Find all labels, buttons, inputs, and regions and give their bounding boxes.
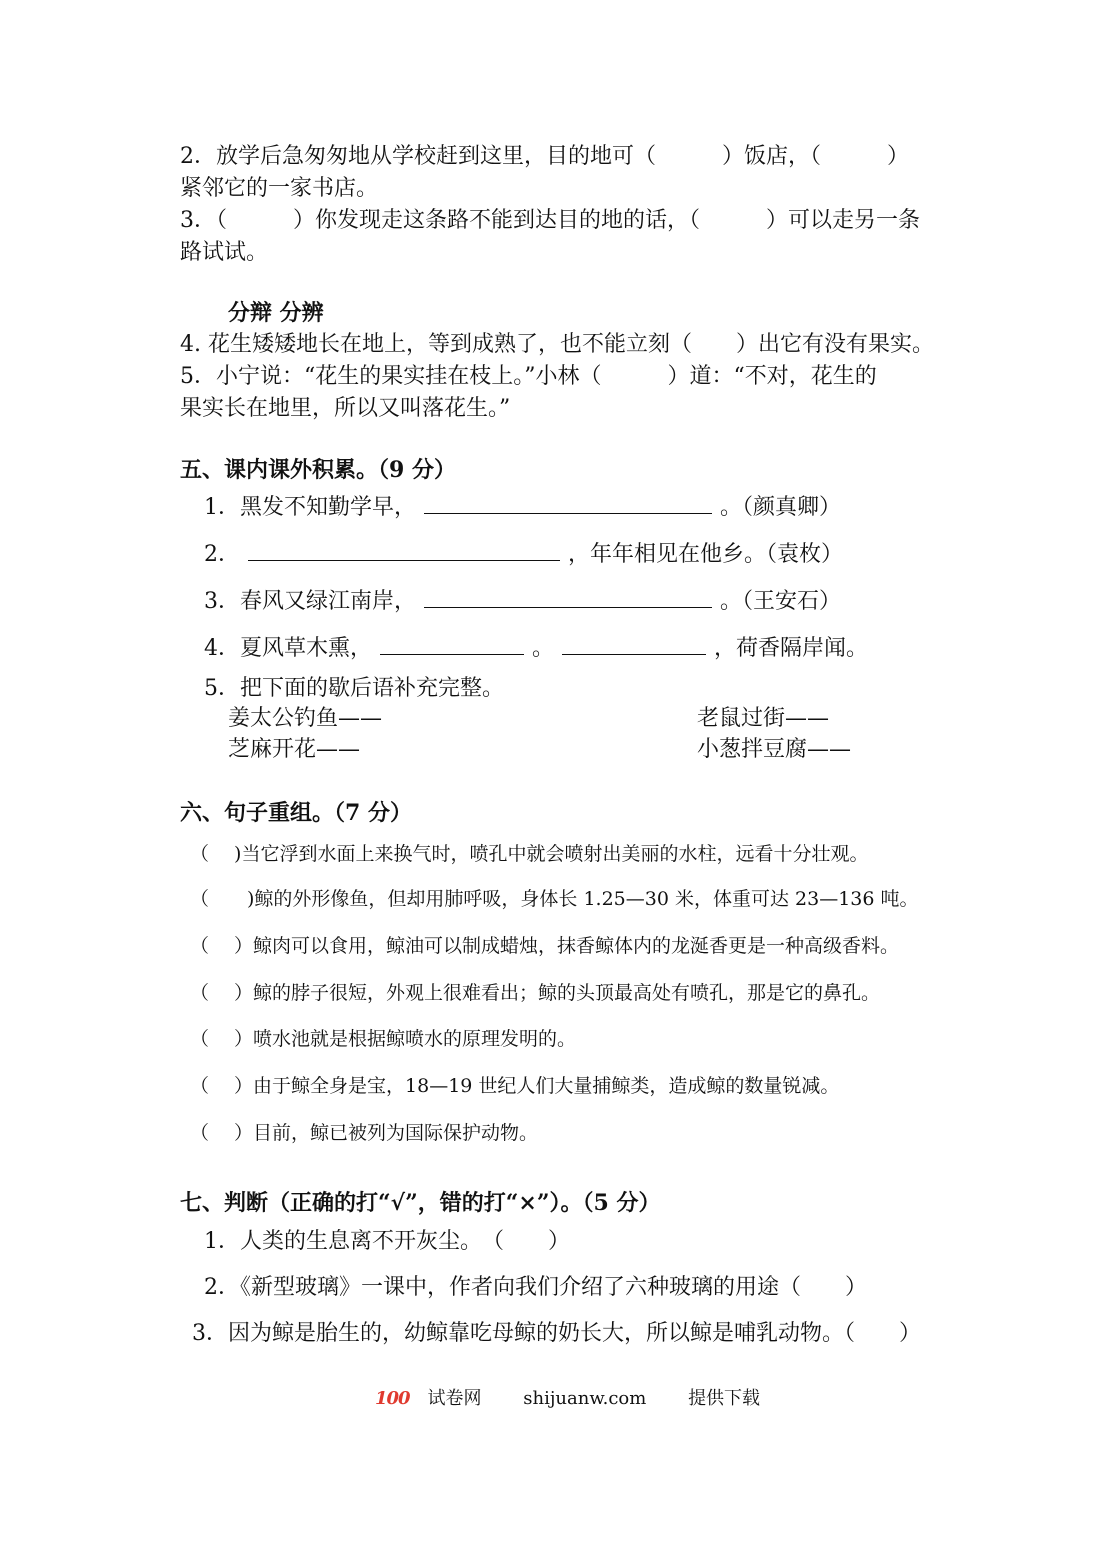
section-five-title: 五、课内课外积累。（9 分） xyxy=(180,457,456,483)
s5-q4-prefix: 4．夏风草木熏， xyxy=(204,636,372,661)
s5-q4 xyxy=(204,634,868,664)
reorder-item: （ ）目前，鲸已被列为国际保护动物。 xyxy=(190,1122,539,1144)
s5-q4-mid: 。 xyxy=(532,636,555,661)
judge-q3: 3．因为鲸是胎生的，幼鲸靠吃母鲸的奶长大，所以鲸是哺乳动物。（ ） xyxy=(192,1321,921,1346)
q3-line2: 路试试。 xyxy=(180,240,269,265)
reorder-item: （ )当它浮到水面上来换气时，喷孔中就会喷射出美丽的水柱，远看十分壮观。 xyxy=(190,843,869,865)
download-note: 提供下载 xyxy=(688,1388,761,1409)
answer-blank[interactable] xyxy=(562,634,706,655)
judge-q1: 1．人类的生息离不开灰尘。 （ ） xyxy=(204,1229,570,1254)
logo-mark: 100 xyxy=(374,1388,410,1409)
s5-q5: 5．把下面的歇后语补充完整。 xyxy=(204,676,504,701)
s5-q1-prefix: 1．黑发不知勤学早， xyxy=(204,495,416,520)
page-footer xyxy=(0,1384,1117,1410)
reorder-item: （ ）由于鲸全身是宝，18—19 世纪人们大量捕鲸类，造成鲸的数量锐减。 xyxy=(190,1075,840,1097)
s5-q1-suffix: 。（颜真卿） xyxy=(720,495,842,520)
q5-line1: 5．小宁说：“花生的果实挂在枝上。”小林（ ）道：“不对，花生的 xyxy=(180,364,877,389)
s5-q3-prefix: 3．春风又绿江南岸， xyxy=(204,589,416,614)
xiehouyu-2: 老鼠过街—— xyxy=(697,706,830,731)
s5-q2-prefix: 2． xyxy=(204,542,240,567)
s5-q1 xyxy=(204,493,841,523)
reorder-item: （ ）鲸的脖子很短，外观上很难看出；鲸的头顶最高处有喷孔，那是它的鼻孔。 xyxy=(190,982,881,1004)
site-logo xyxy=(357,1388,482,1409)
xiehouyu-1: 姜太公钓鱼—— xyxy=(228,706,383,731)
reorder-item: （ )鲸的外形像鱼，但却用肺呼吸，身体长 1.25—30 米，体重可达 23—136 吨。 xyxy=(190,888,919,910)
q2-line1: 2．放学后急匆匆地从学校赶到这里，目的地可（ ）饭店，（ ） xyxy=(180,144,909,169)
reorder-item: （ ）鲸肉可以食用，鲸油可以制成蜡烛，抹香鲸体内的龙涎香更是一种高级香料。 xyxy=(190,935,900,957)
q4-line: 4. 花生矮矮地长在地上，等到成熟了，也不能立刻（ ）出它有没有果实。 xyxy=(180,332,934,357)
xiehouyu-4: 小葱拌豆腐—— xyxy=(697,737,852,762)
q3-line1: 3．（ ）你发现走这条路不能到达目的地的话，（ ）可以走另一条 xyxy=(180,208,920,233)
q5-line2: 果实长在地里，所以又叫落花生。” xyxy=(180,396,511,421)
q2-line2: 紧邻它的一家书店。 xyxy=(180,176,379,201)
word-pair-subhead: 分辩 分辨 xyxy=(228,300,324,326)
section-seven-title: 七、判断（正确的打“√”，错的打“×”）。（5 分） xyxy=(180,1190,661,1216)
answer-blank[interactable] xyxy=(248,540,560,561)
xiehouyu-3: 芝麻开花—— xyxy=(228,737,361,762)
answer-blank[interactable] xyxy=(424,493,712,514)
s5-q3 xyxy=(204,587,841,617)
s5-q2-suffix: ，年年相见在他乡。（袁枚） xyxy=(568,542,844,567)
answer-blank[interactable] xyxy=(424,587,712,608)
site-name: 试卷网 xyxy=(427,1388,482,1409)
section-six-title: 六、句子重组。（7 分） xyxy=(180,800,412,826)
s5-q4-suffix: ，荷香隔岸闻。 xyxy=(714,636,869,661)
answer-blank[interactable] xyxy=(380,634,524,655)
reorder-item: （ ）喷水池就是根据鲸喷水的原理发明的。 xyxy=(190,1028,577,1050)
s5-q3-suffix: 。（王安石） xyxy=(720,589,842,614)
site-url[interactable]: shijuanw.com xyxy=(523,1388,647,1409)
judge-q2: 2．《新型玻璃》一课中，作者向我们介绍了六种玻璃的用途（ ） xyxy=(204,1275,867,1300)
s5-q2 xyxy=(204,540,843,570)
